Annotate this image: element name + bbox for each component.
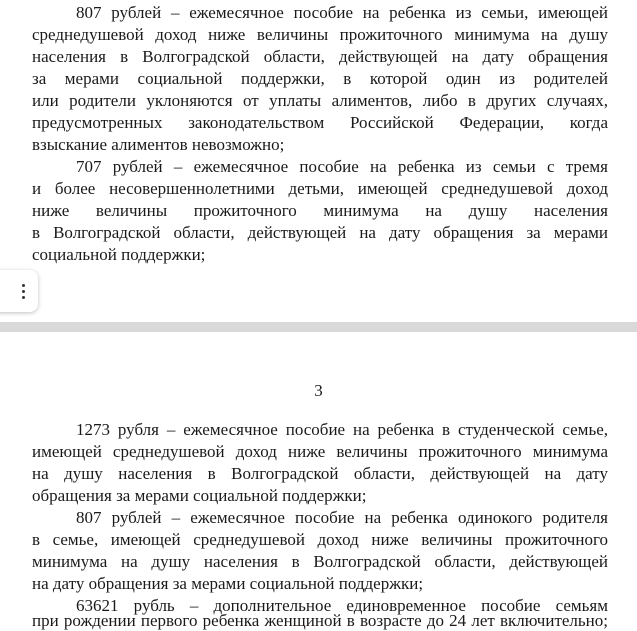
- text-line: в семье, имеющей среднедушевой доход ниже величины прожиточного: [32, 530, 608, 549]
- text-line: и более несовершеннолетними детьми, имеющей среднедушевой доход: [32, 179, 608, 198]
- text-line: на дату обращения за мерами социальной поддержки;: [32, 574, 424, 593]
- text-line: или родители уклоняются от уплаты алиментов, либо в других случаях,: [32, 91, 608, 110]
- text-line: предусмотренных законодательством Российской Федерации, когда: [32, 113, 608, 132]
- page-number: 3: [314, 381, 323, 400]
- text-line: 707 рублей – ежемесячное пособие на ребенка из семьи с тремя: [76, 157, 608, 176]
- text-line: ниже величины прожиточного минимума на душу населения: [32, 201, 608, 220]
- text-line: 1273 рубля – ежемесячное пособие на ребенка в студенческой семье,: [76, 420, 608, 439]
- text-line: населения в Волгоградской области, действующей на дату обращения: [32, 47, 608, 66]
- text-line: 63621 рубль – дополнительное единовременное пособие семьям: [76, 596, 608, 615]
- text-line: имеющей среднедушевой доход ниже величины прожиточного минимума: [32, 442, 608, 461]
- text-line: обращения за мерами социальной поддержки;: [32, 486, 367, 505]
- more-vertical-icon: [22, 284, 25, 299]
- text-line: на душу населения в Волгоградской области, действующей на дату: [32, 464, 608, 483]
- text-line: среднедушевой доход ниже величины прожиточного минимума на душу: [32, 25, 608, 44]
- text-line: в Волгоградской области, действующей на дату обращения за мерами: [32, 223, 608, 242]
- page-separator: [0, 322, 637, 332]
- text-line: 807 рублей – ежемесячное пособие на ребенка из семьи, имеющей: [76, 3, 608, 22]
- text-line: взыскание алиментов невозможно;: [32, 135, 285, 154]
- more-options-button[interactable]: [0, 270, 38, 312]
- text-line: социальной поддержки;: [32, 245, 206, 264]
- text-line: 807 рублей – ежемесячное пособие на ребенка одинокого родителя: [76, 508, 608, 527]
- text-line: за мерами социальной поддержки, в которой один из родителей: [32, 69, 608, 88]
- text-line: при рождении первого ребенка женщиной в возрасте до 24 лет включительно;: [32, 611, 608, 630]
- text-line: минимума на душу населения в Волгоградской области, действующей: [32, 552, 608, 571]
